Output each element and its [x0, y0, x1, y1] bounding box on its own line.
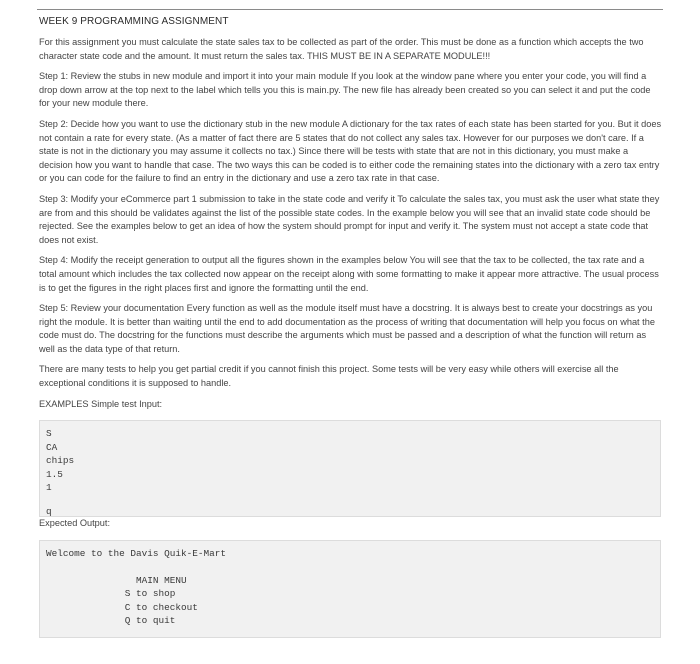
- output-line: [46, 560, 660, 574]
- intro-paragraph: For this assignment you must calculate the state sales tax to be collected as part of the order. This must be done as a function which accepts the two character state code and the amount. It must return the sales tax. THIS MUST BE IN A SEPARATE MODULE!!!: [39, 37, 644, 61]
- step-2-paragraph: Step 2: Decide how you want to use the dictionary stub in the new module A dictionary for the tax rates of each state has been started for you. But it does not contain a rate for every state. (As a matter of fact there are 5 states that do not collect any sales tax. However for our purposes we don't care. If a state is not in the dictionary you may assume it collects no tax.) Since there will be tests with state that are not in this dictionary, you must make a decision how you want to handle that case. The two ways this can be coded is to either code the remaining states into the dictionary with a zero tax entry or you can code for the failure to find an entry in the dictionary and use a zero tax rate in that case.: [39, 118, 662, 184]
- input-line: 1: [46, 482, 52, 494]
- page-title: WEEK 9 PROGRAMMING ASSIGNMENT: [39, 16, 229, 27]
- output-line: C to checkout: [46, 601, 198, 613]
- input-blank-line: [46, 495, 660, 505]
- step-1-paragraph: Step 1: Review the stubs in new module and import it into your main module If you look at the window pane where you enter your code, you will find a drop down arrow at the top next to the label which tells you this is main.py. The new file has already been created so you can select it and put the code for your new module there.: [39, 71, 651, 109]
- top-divider: [37, 9, 663, 10]
- step-4-paragraph: Step 4: Modify the receipt generation to output all the figures shown in the examples below You will see that the tax to be collected, the tax rate and a total amount which includes the tax collected now appear on the receipt along with some formatting to make it appear more attractive. The usual process is to get the figures in the right places first and ignore the formatting until the end.: [39, 255, 659, 293]
- output-line: S to shop: [46, 588, 176, 600]
- output-line: Welcome to the Davis Quik-E-Mart: [46, 547, 227, 559]
- output-line: Q to quit: [46, 615, 176, 627]
- input-line: 1.5: [46, 468, 63, 480]
- input-line: S: [46, 428, 52, 440]
- tests-paragraph: There are many tests to help you get partial credit if you cannot finish this project. Some tests will be very easy while others will exercise all the exceptional conditions it is supposed to handle.: [39, 364, 619, 389]
- test-input-code-block: [39, 420, 661, 517]
- expected-output-code-block: [39, 540, 661, 638]
- input-line: CA: [46, 441, 58, 453]
- expected-output-label: Expected Output:: [39, 518, 110, 529]
- input-line: chips: [46, 455, 75, 467]
- step-5-paragraph: Step 5: Review your documentation Every function as well as the module itself must have a docstring. It is always best to create your docstrings as you right the module. It is better than waiting until the end to add documentation as the process of writing that documentation will help you focus on what the code must do. The docstring for the functions must describe the arguments which must be passed and a description of what the function will return as well as the data type of that return.: [39, 303, 655, 354]
- input-line: q: [46, 505, 52, 517]
- examples-heading: EXAMPLES Simple test Input:: [39, 398, 163, 409]
- assignment-content: [39, 36, 663, 638]
- output-line: MAIN MENU: [46, 574, 187, 586]
- step-3-paragraph: Step 3: Modify your eCommerce part 1 submission to take in the state code and verify it To calculate the sales tax, you must ask the user what state they are from and this should be validates against the list of the possible state codes. In the example below you will see that an invalid state code should be rejected. See the examples below to get an idea of how the system should prompt for input and verify it. The system must not accept a state code that does not exist.: [39, 193, 660, 245]
